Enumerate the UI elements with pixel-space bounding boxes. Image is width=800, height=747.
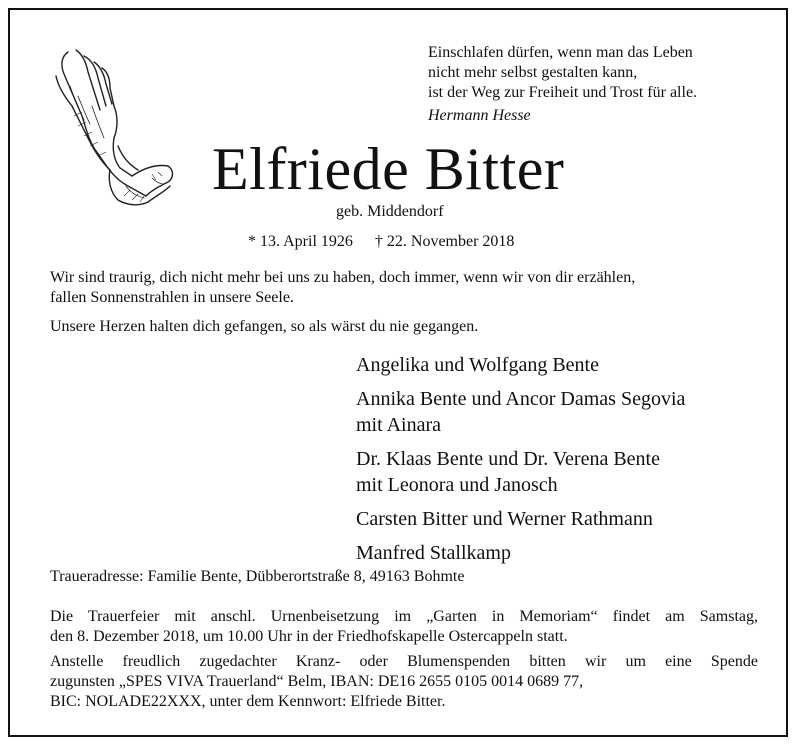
quote-block: [428, 43, 697, 126]
life-dates: [248, 232, 514, 252]
quote-line: nicht mehr selbst gestalten kann,: [428, 64, 638, 81]
mourner-line: mit Ainara: [356, 414, 441, 436]
address-text: Traueradresse: Familie Bente, Dübberortstraße 8, 49163 Bohmte: [50, 568, 465, 585]
mourner-line: mit Leonora und Janosch: [356, 474, 558, 496]
paragraph-line: den 8. Dezember 2018, um 10.00 Uhr in der Friedhofskapelle Ostercappeln statt.: [50, 628, 568, 645]
mourner-entry: [356, 540, 685, 566]
mourner-line: Manfred Stallkamp: [356, 542, 511, 564]
paragraph-line: Unsere Herzen halten dich gefangen, so als wärst du nie gegangen.: [50, 318, 479, 335]
paragraph-line: BIC: NOLADE22XXX, unter dem Kennwort: Elfriede Bitter.: [50, 693, 446, 710]
praying-hands-icon: [48, 46, 178, 214]
mourner-entry: [356, 506, 685, 532]
paragraph-line: Wir sind traurig, dich nicht mehr bei uns zu haben, doch immer, wenn wir von dir erzählen,: [50, 269, 636, 286]
quote-author: Hermann Hesse: [428, 107, 531, 124]
mourner-entry: [356, 352, 685, 378]
address-line: [50, 567, 758, 587]
paragraph-line: Anstelle freudlich zugedachter Kranz- oder Blumenspenden bitten wir um eine Spende: [50, 653, 758, 670]
mourner-line: Carsten Bitter und Werner Rathmann: [356, 508, 653, 530]
mourner-entry: [356, 386, 685, 438]
condolence-paragraph: [50, 268, 758, 308]
paragraph-line: fallen Sonnenstrahlen in unsere Seele.: [50, 289, 294, 306]
birth-name: geb. Middendorf: [336, 203, 444, 220]
birth-date: * 13. April 1926: [248, 233, 353, 250]
mourner-line: Annika Bente und Ancor Damas Segovia: [356, 388, 686, 410]
mourners-list: [356, 352, 685, 574]
ceremony-paragraph: [50, 607, 758, 647]
paragraph-line: zugunsten „SPES VIVA Trauerland“ Belm, IBAN: DE16 2655 0105 0014 0689 77,: [50, 673, 584, 690]
hearts-paragraph: [50, 317, 758, 337]
donation-paragraph: [50, 652, 758, 712]
mourner-entry: [356, 446, 685, 498]
death-date: † 22. November 2018: [374, 233, 515, 250]
deceased-name: Elfriede Bitter: [212, 136, 565, 202]
mourner-line: Angelika und Wolfgang Bente: [356, 354, 599, 376]
paragraph-line: Die Trauerfeier mit anschl. Urnenbeisetzung im „Garten in Memoriam“ findet am Samstag,: [50, 608, 758, 625]
quote-line: Einschlafen dürfen, wenn man das Leben: [428, 44, 693, 61]
quote-line: ist der Weg zur Freiheit und Trost für alle.: [428, 84, 698, 101]
mourner-line: Dr. Klaas Bente und Dr. Verena Bente: [356, 448, 660, 470]
